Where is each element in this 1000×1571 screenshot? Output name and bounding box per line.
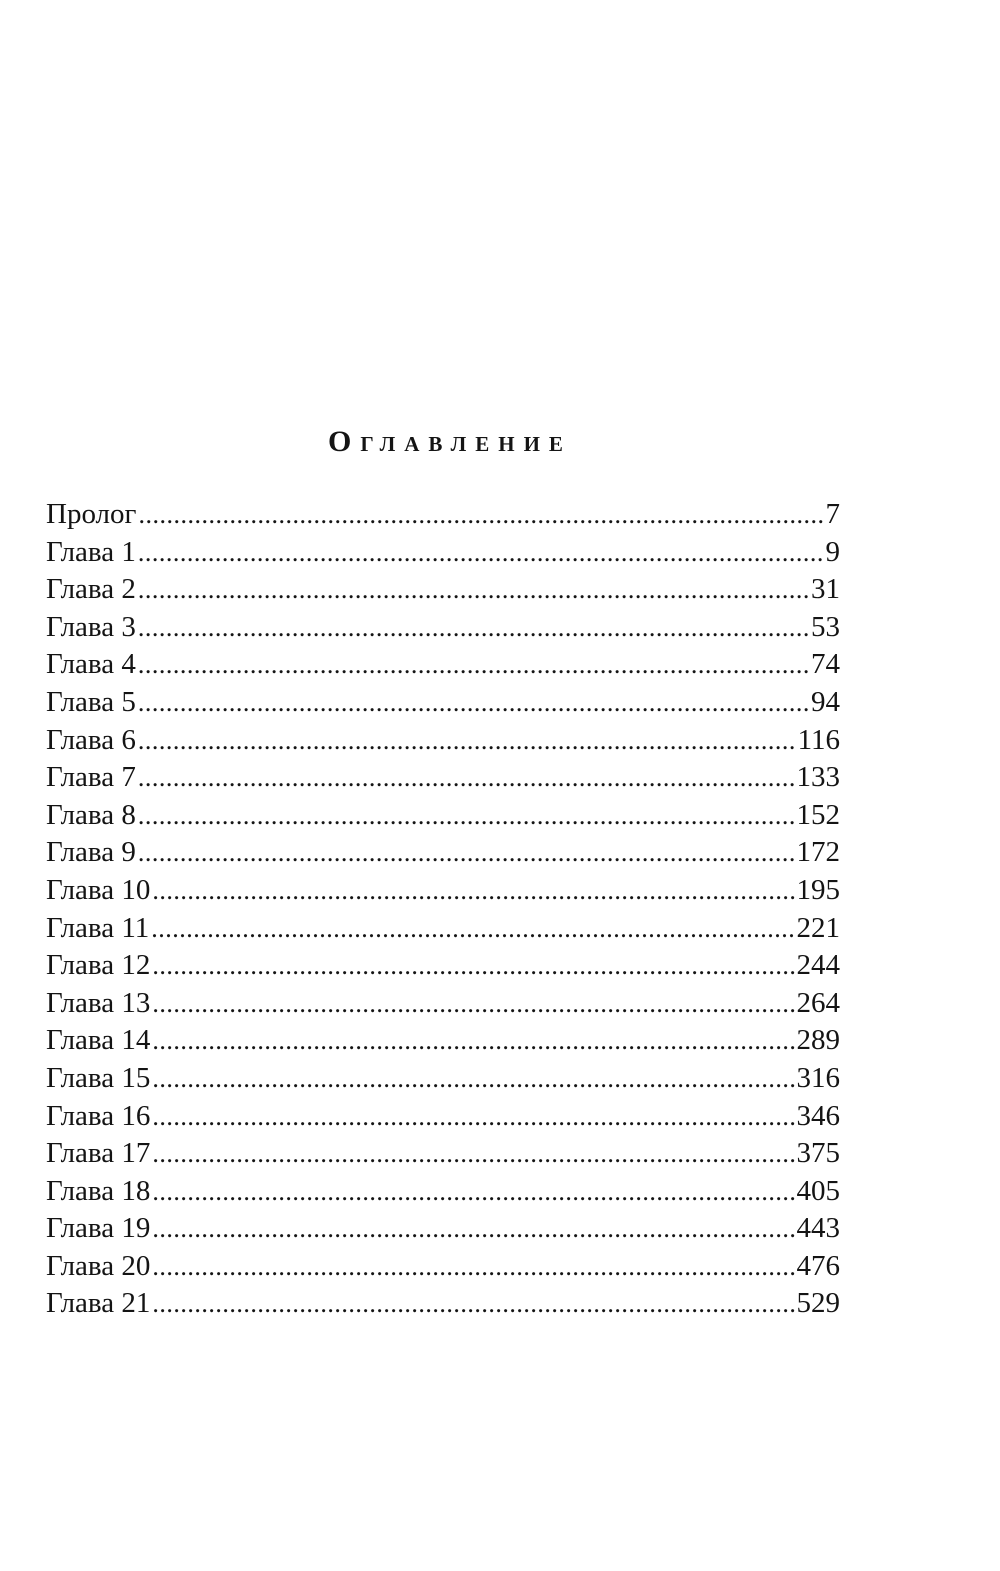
toc-entry-page: 116 (797, 723, 840, 756)
toc-dot-leader (152, 1248, 794, 1286)
toc-dot-leader (138, 571, 809, 609)
toc-dot-leader (138, 722, 796, 760)
toc-entry-page: 7 (825, 498, 840, 530)
toc-entry (46, 1210, 840, 1248)
toc-entry-page: 264 (796, 986, 840, 1019)
toc-dot-leader (138, 646, 809, 684)
toc-entry (46, 1135, 840, 1173)
toc-entry-page: 529 (796, 1287, 840, 1320)
toc-entry-label: Глава 16 (46, 1099, 151, 1132)
toc-entry-page: 9 (825, 535, 840, 568)
toc-dot-leader (151, 910, 794, 948)
toc-entry (46, 985, 840, 1023)
toc-entry-page: 195 (796, 873, 840, 906)
toc-entry (46, 872, 840, 910)
toc-dot-leader (138, 759, 795, 797)
toc-entry-page: 476 (796, 1249, 840, 1282)
toc-entry-label: Глава 10 (46, 873, 151, 906)
toc-dot-leader (152, 1285, 794, 1323)
toc-entry-page: 152 (796, 798, 840, 831)
toc-entry (46, 571, 840, 609)
toc-dot-leader (138, 834, 795, 872)
toc-entry (46, 1098, 840, 1136)
toc-entry-label: Глава 14 (46, 1024, 151, 1057)
toc-dot-leader (152, 872, 794, 910)
toc-dot-leader (152, 1135, 794, 1173)
toc-entry-page: 74 (811, 648, 840, 681)
toc-dot-leader (152, 985, 794, 1023)
toc-dot-leader (152, 947, 794, 985)
toc-entry-label: Глава 18 (46, 1174, 151, 1207)
toc-entry-page: 375 (796, 1137, 840, 1170)
toc-dot-leader (152, 1098, 794, 1136)
toc-entry-label: Глава 5 (46, 685, 136, 718)
toc-entry (46, 910, 840, 948)
toc-entry-page: 316 (796, 1061, 840, 1094)
toc-entry (46, 759, 840, 797)
toc-entry-page: 31 (811, 573, 840, 606)
toc-entry (46, 1022, 840, 1060)
toc-entry (46, 684, 840, 722)
toc-entry (46, 1248, 840, 1286)
toc-entry (46, 496, 840, 534)
toc-dot-leader (138, 534, 824, 572)
toc-entry-label: Глава 20 (46, 1249, 151, 1282)
toc-entry (46, 722, 840, 760)
toc-entry (46, 797, 840, 835)
toc-entry (46, 1060, 840, 1098)
toc-entry-page: 53 (811, 610, 840, 643)
toc-entry-label: Глава 17 (46, 1137, 151, 1170)
toc-entry-page: 289 (796, 1024, 840, 1057)
toc-entry-label: Глава 11 (46, 911, 150, 944)
toc-entry-label: Глава 15 (46, 1061, 151, 1094)
toc-entry (46, 534, 840, 572)
toc-entry-label: Глава 3 (46, 610, 136, 643)
toc-dot-leader (138, 797, 795, 835)
toc-entry-page: 221 (796, 911, 840, 944)
toc-entry-label: Глава 19 (46, 1212, 151, 1245)
toc-entry (46, 646, 840, 684)
toc-dot-leader (152, 1210, 794, 1248)
toc-entry-label: Глава 13 (46, 986, 151, 1019)
toc-entry-page: 443 (796, 1212, 840, 1245)
toc-entry-label: Глава 12 (46, 949, 151, 982)
toc-entry-label: Глава 7 (46, 761, 136, 794)
toc-entry (46, 834, 840, 872)
toc-entry-label: Глава 8 (46, 798, 136, 831)
toc-entry (46, 1173, 840, 1211)
toc-entry-page: 172 (796, 836, 840, 869)
toc-entry-page: 346 (796, 1099, 840, 1132)
toc-entry-label: Глава 21 (46, 1287, 151, 1320)
toc-list (46, 496, 840, 1323)
toc-dot-leader (152, 1060, 794, 1098)
toc-entry (46, 609, 840, 647)
toc-entry-label: Глава 1 (46, 535, 136, 568)
toc-entry-page: 244 (796, 949, 840, 982)
toc-entry-label: Пролог (46, 498, 137, 530)
toc-title: Оглавление (328, 425, 572, 458)
toc-entry-label: Глава 2 (46, 573, 136, 606)
toc-dot-leader (138, 684, 809, 722)
toc-dot-leader (152, 1173, 794, 1211)
toc-entry (46, 947, 840, 985)
toc-entry (46, 1285, 840, 1323)
toc-dot-leader (138, 496, 823, 534)
toc-entry-label: Глава 9 (46, 836, 136, 869)
toc-entry-page: 94 (811, 685, 840, 718)
toc-entry-page: 405 (796, 1174, 840, 1207)
toc-entry-label: Глава 6 (46, 723, 136, 756)
toc-dot-leader (152, 1022, 794, 1060)
toc-dot-leader (138, 609, 809, 647)
toc-entry-label: Глава 4 (46, 648, 136, 681)
toc-entry-page: 133 (796, 761, 840, 794)
